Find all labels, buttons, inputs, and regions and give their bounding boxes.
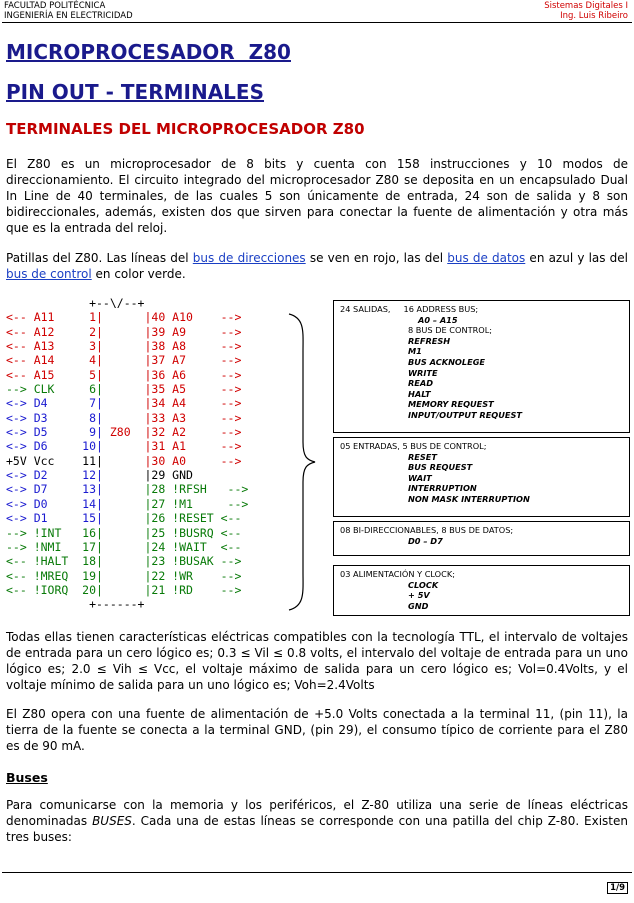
pin-left: <-> D6 10| — [6, 439, 103, 454]
inputs-box — [333, 437, 630, 517]
control-bus-head: 8 BUS DE CONTROL; — [408, 325, 493, 336]
pin-left: <-> D4 7| — [6, 396, 103, 411]
header-right — [544, 1, 628, 21]
footer-rule — [2, 872, 632, 873]
pin-right: |30 A0 --> — [102, 453, 242, 468]
pin-row — [6, 325, 248, 339]
pin-row — [6, 526, 248, 540]
page-header — [0, 0, 634, 22]
ttl-paragraph: Todas ellas tienen características eléctricas compatibles con la tecnología TTL, el intervalo de voltajes de entrada para un cero lógico es; 0.3 ≤ Vil ≤ 0.8 volts, el intervalo del voltaje de entrada para un uno lógico es; 2.0 ≤ Vih ≤ Vcc, el voltaje máximo de salida para un cero lógico es; Vol=0.4Volts, y el voltaje mínimo de salida para un uno lógico es; Voh=2.4Volts — [6, 630, 628, 692]
pin-right: |34 A4 --> — [102, 396, 242, 411]
box-item: BUS ACKNOLEGE — [408, 356, 486, 367]
pin-left: <-- A11 1| — [6, 310, 103, 325]
main-title: MICROPROCESADOR Z80 — [6, 40, 291, 64]
buses-emphasis: BUSES — [92, 814, 132, 828]
pin-left: <-- !HALT 18| — [6, 554, 103, 569]
power-box — [333, 565, 630, 616]
pin-row — [6, 368, 248, 382]
bidirectional-box — [333, 521, 630, 556]
box-item: INPUT/OUTPUT REQUEST — [408, 409, 522, 420]
pin-row — [6, 554, 248, 568]
box-item: NON MASK INTERRUPTION — [408, 493, 530, 504]
intro-paragraph: El Z80 es un microprocesador de 8 bits y cuenta con 158 instrucciones y 10 modos de direccionamiento. El circuito integrado del microprocesador Z80 se deposita en un encapsulado Dual In Line de 40 terminales, de las cuales 5 son únicamente de entrada, 24 son de salida y 8 son bidireccionales, además, existen dos que sirven para conectar la fuente de alimentación y otra más que es la entrada del reloj. — [6, 157, 628, 235]
buses-heading: Buses — [6, 770, 48, 785]
address-items — [340, 315, 623, 326]
box-item: M1 — [408, 346, 422, 357]
control-bus-link[interactable]: bus de control — [6, 267, 92, 281]
pin-left: <-- A13 3| — [6, 339, 103, 354]
pin-right: Z80 |32 A2 --> — [102, 425, 242, 440]
buses-paragraph — [6, 797, 628, 845]
pin-left: <-- A12 2| — [6, 324, 103, 339]
pin-right: |22 !WR --> — [102, 568, 242, 583]
pin-right: |26 !RESET <-- — [102, 511, 242, 526]
inputs-head: 05 ENTRADAS, — [340, 441, 400, 451]
faculty-name: FACULTAD POLITÉCNICA — [4, 1, 106, 11]
pin-row — [6, 511, 248, 525]
pin-left: <-- A15 5| — [6, 367, 103, 382]
pin-row — [6, 468, 248, 482]
box-item: MEMORY REQUEST — [408, 399, 494, 410]
pin-left: <-> D5 9| — [6, 425, 103, 440]
box-item: D0 – D7 — [408, 535, 443, 546]
pin-left: --> !INT 16| — [6, 525, 103, 540]
pin-right: |37 A7 --> — [102, 353, 242, 368]
pin-left: <-> D1 15| — [6, 511, 103, 526]
chip-bottom: +------+ — [6, 597, 145, 612]
pin-row — [6, 382, 248, 396]
pin-right: |27 !M1 --> — [102, 496, 249, 511]
input-control-head: 5 BUS DE CONTROL; — [402, 441, 487, 451]
pin-left: <-- !IORQ 20| — [6, 582, 103, 597]
header-rule — [2, 22, 632, 23]
input-items — [340, 452, 623, 505]
pin-right: |39 A9 --> — [102, 324, 242, 339]
pin-row — [6, 425, 248, 439]
box-item: GND — [408, 600, 429, 611]
pin-row — [6, 454, 248, 468]
box-item: RESET — [408, 451, 437, 462]
pin-rows — [6, 310, 248, 597]
pin-row — [6, 439, 248, 453]
box-item: REFRESH — [408, 335, 451, 346]
pins-text-1: Patillas del Z80. Las líneas del — [6, 251, 193, 265]
pin-left: --> CLK 6| — [6, 382, 103, 397]
page-number: 1/9 — [607, 882, 628, 894]
address-bus-head: 16 ADDRESS BUS; — [403, 304, 479, 314]
pin-row — [6, 482, 248, 496]
pin-left: <-- A14 4| — [6, 353, 103, 368]
pin-row — [6, 497, 248, 511]
buses-text-2: . Cada una de estas líneas se corresponde con una patilla del chip Z-80. Existen tres buses: — [6, 814, 629, 844]
pin-right: |33 A3 --> — [102, 410, 242, 425]
pin-right: |35 A5 --> — [102, 382, 242, 397]
pin-row — [6, 540, 248, 554]
box-item: INTERRUPTION — [408, 483, 477, 494]
pin-left: <-> D0 14| — [6, 496, 103, 511]
outputs-box — [333, 300, 630, 433]
pin-right: |28 !RFSH --> — [102, 482, 249, 497]
pins-paragraph — [6, 250, 628, 282]
control-items — [340, 336, 623, 421]
data-bus-link[interactable]: bus de datos — [447, 251, 526, 265]
course-name: Sistemas Digitales I — [544, 1, 628, 11]
pin-left: <-> D7 13| — [6, 482, 103, 497]
box-item: BUS REQUEST — [408, 462, 473, 473]
brace-icon — [285, 312, 319, 612]
box-item: WRITE — [408, 367, 438, 378]
pin-right: |25 !BUSRQ <-- — [102, 525, 242, 540]
pin-row — [6, 353, 248, 367]
subtitle: PIN OUT - TERMINALES — [6, 80, 264, 104]
pin-right: |31 A1 --> — [102, 439, 242, 454]
power-items — [340, 580, 623, 612]
buses-text-1: Para comunicarse con la memoria y los periféricos, el Z-80 utiliza una serie de líneas eléctricas denominadas — [6, 798, 628, 828]
header-left — [4, 1, 133, 21]
box-item: HALT — [408, 388, 431, 399]
pin-row — [6, 583, 248, 597]
pin-left: <-> D3 8| — [6, 410, 103, 425]
power-paragraph: El Z80 opera con una fuente de alimentación de +5.0 Volts conectada a la terminal 11, (pin 11), la tierra de la fuente se conecta a la terminal GND, (pin 29), el consumo típico de corriente para el Z80 es de 90 mA. — [6, 707, 628, 753]
box-item: + 5V — [408, 590, 430, 601]
pin-right: |29 GND — [102, 468, 193, 483]
pin-left: <-- !MREQ 19| — [6, 568, 103, 583]
pin-left: --> !NMI 17| — [6, 539, 103, 554]
pin-row — [6, 396, 248, 410]
box-item: A0 – A15 — [418, 314, 458, 325]
box-item: READ — [408, 378, 434, 389]
pin-right: |21 !RD --> — [102, 582, 242, 597]
chip-top: +--\/--+ — [6, 296, 145, 310]
pin-left: +5V Vcc 11| — [6, 453, 103, 468]
author-name: Ing. Luis Ribeiro — [560, 11, 628, 21]
box-item: WAIT — [408, 472, 432, 483]
pins-text-3: en azul y las del — [525, 251, 628, 265]
pin-right: |40 A10 --> — [102, 310, 242, 325]
pins-text-4: en color verde. — [91, 267, 186, 281]
pin-right: |36 A6 --> — [102, 367, 242, 382]
pin-right: |24 !WAIT <-- — [102, 539, 242, 554]
section-title: TERMINALES DEL MICROPROCESADOR Z80 — [6, 120, 365, 138]
pins-text-2: se ven en rojo, las del — [305, 251, 448, 265]
pin-right: |38 A8 --> — [102, 339, 242, 354]
address-bus-link[interactable]: bus de direcciones — [192, 251, 306, 265]
power-head: 03 ALIMENTACIÓN Y CLOCK; — [340, 569, 455, 579]
pin-row — [6, 411, 248, 425]
pinout-diagram — [6, 296, 248, 612]
box-item: CLOCK — [408, 579, 439, 590]
outputs-head: 24 SALIDAS, — [340, 304, 391, 314]
bidirectional-head: 08 BI-DIRECCIONABLES, 8 BUS DE DATOS; — [340, 525, 514, 535]
pin-right: |23 !BUSAK --> — [102, 554, 242, 569]
pin-row — [6, 569, 248, 583]
pin-row — [6, 310, 248, 324]
pin-left: <-> D2 12| — [6, 468, 103, 483]
pin-row — [6, 339, 248, 353]
degree-name: INGENIERÍA EN ELECTRICIDAD — [4, 11, 133, 21]
data-items — [340, 536, 623, 547]
